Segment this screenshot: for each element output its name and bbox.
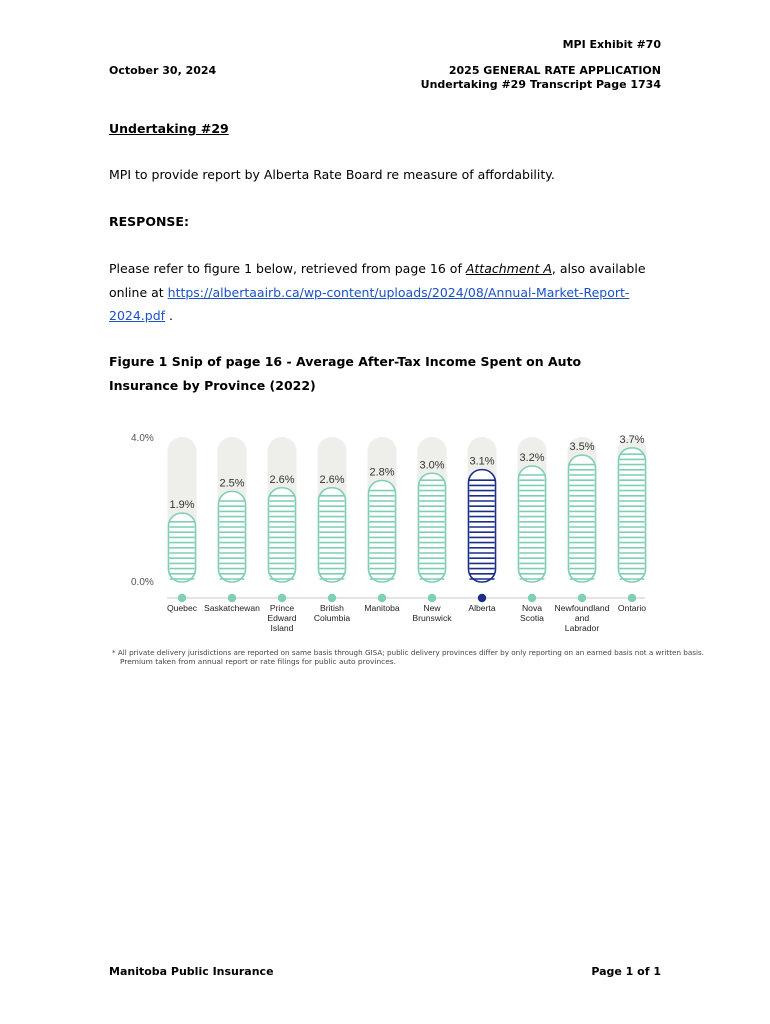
attachment-a-link[interactable]: Attachment A <box>465 261 552 276</box>
category-label-4-0: Manitoba <box>364 603 400 613</box>
bar-7 <box>519 466 546 582</box>
y-tick-label-bottom: 0.0% <box>131 577 154 588</box>
response-line-2 <box>109 285 629 300</box>
exhibit-number: MPI Exhibit #70 <box>562 38 661 51</box>
footnote-line-2: Premium taken from annual report or rate filings for public auto provinces. <box>120 657 396 666</box>
response-text-part2: , also available <box>551 261 646 276</box>
transcript-reference: Undertaking #29 Transcript Page 1734 <box>420 78 661 91</box>
report-url-link-cont[interactable]: 2024.pdf <box>109 308 166 323</box>
value-label-6: 3.1% <box>469 455 495 468</box>
category-dot-0 <box>178 594 186 602</box>
document-date: October 30, 2024 <box>109 64 217 77</box>
category-label-6-0: Alberta <box>468 603 496 613</box>
category-dot-1 <box>228 594 236 602</box>
footer-organization: Manitoba Public Insurance <box>109 965 274 978</box>
footnote-line-1: * All private delivery jurisdictions are reported on same basis through GISA; public delivery provinces differ by only reporting on an earned basis not a written basis. <box>112 648 705 657</box>
category-label-5-1: Brunswick <box>412 613 452 623</box>
category-dot-2 <box>278 594 286 602</box>
value-label-1: 2.5% <box>219 477 245 490</box>
category-label-7-0: Nova <box>521 603 543 613</box>
value-label-9: 3.7% <box>619 433 645 446</box>
bar-9 <box>619 448 646 582</box>
value-label-2: 2.6% <box>269 473 295 486</box>
undertaking-title: Undertaking #29 <box>109 121 229 136</box>
response-line-3 <box>109 308 173 323</box>
request-text: MPI to provide report by Alberta Rate Board re measure of affordability. <box>109 167 555 182</box>
response-line-1 <box>109 261 646 276</box>
category-label-2-1: Edward <box>267 613 297 623</box>
chart-footnote <box>112 648 705 666</box>
affordability-bar-chart <box>105 415 665 640</box>
response-heading: RESPONSE: <box>109 214 189 229</box>
application-title: 2025 GENERAL RATE APPLICATION <box>448 64 661 77</box>
category-dot-6 <box>478 594 486 602</box>
y-tick-label-top: 4.0% <box>131 433 154 444</box>
category-label-3-1: Columbia <box>313 613 351 623</box>
category-label-1-0: Saskatchewan <box>204 603 260 613</box>
category-dot-9 <box>628 594 636 602</box>
value-label-4: 2.8% <box>369 466 395 479</box>
category-label-8-2: Labrador <box>564 623 600 633</box>
category-label-5-0: New <box>423 603 441 613</box>
response-text-part3: online at <box>109 285 168 300</box>
response-text-part1: Please refer to figure 1 below, retrieved from page 16 of <box>109 261 466 276</box>
response-text-part4: . <box>165 308 174 323</box>
value-label-0: 1.9% <box>169 499 195 512</box>
value-label-3: 2.6% <box>319 473 345 486</box>
category-label-8-1: and <box>574 613 590 623</box>
bar-6 <box>469 470 496 582</box>
value-label-7: 3.2% <box>519 452 545 464</box>
category-label-9-0: Ontario <box>617 603 647 613</box>
report-url-link[interactable]: https://albertaairb.ca/wp-content/uploads/2024/08/Annual-Market-Report- <box>167 285 630 300</box>
category-label-2-0: Prince <box>269 603 295 613</box>
figure-caption-line-1: Figure 1 Snip of page 16 - Average After-Tax Income Spent on Auto <box>109 354 582 369</box>
category-dot-8 <box>578 594 586 602</box>
category-dot-7 <box>528 594 536 602</box>
category-label-8-0: Newfoundland <box>554 603 610 613</box>
category-dot-3 <box>328 594 336 602</box>
category-dot-5 <box>428 594 436 602</box>
category-label-2-2: Island <box>270 623 294 633</box>
value-label-8: 3.5% <box>569 441 595 454</box>
figure-caption-line-2: Insurance by Province (2022) <box>109 378 316 393</box>
value-label-5: 3.0% <box>419 459 445 472</box>
category-label-3-0: British <box>320 603 344 613</box>
category-label-7-1: Scotia <box>520 613 544 623</box>
category-label-0-0: Quebec <box>166 603 198 613</box>
footer-page-number: Page 1 of 1 <box>591 965 661 978</box>
category-dot-4 <box>378 594 386 602</box>
